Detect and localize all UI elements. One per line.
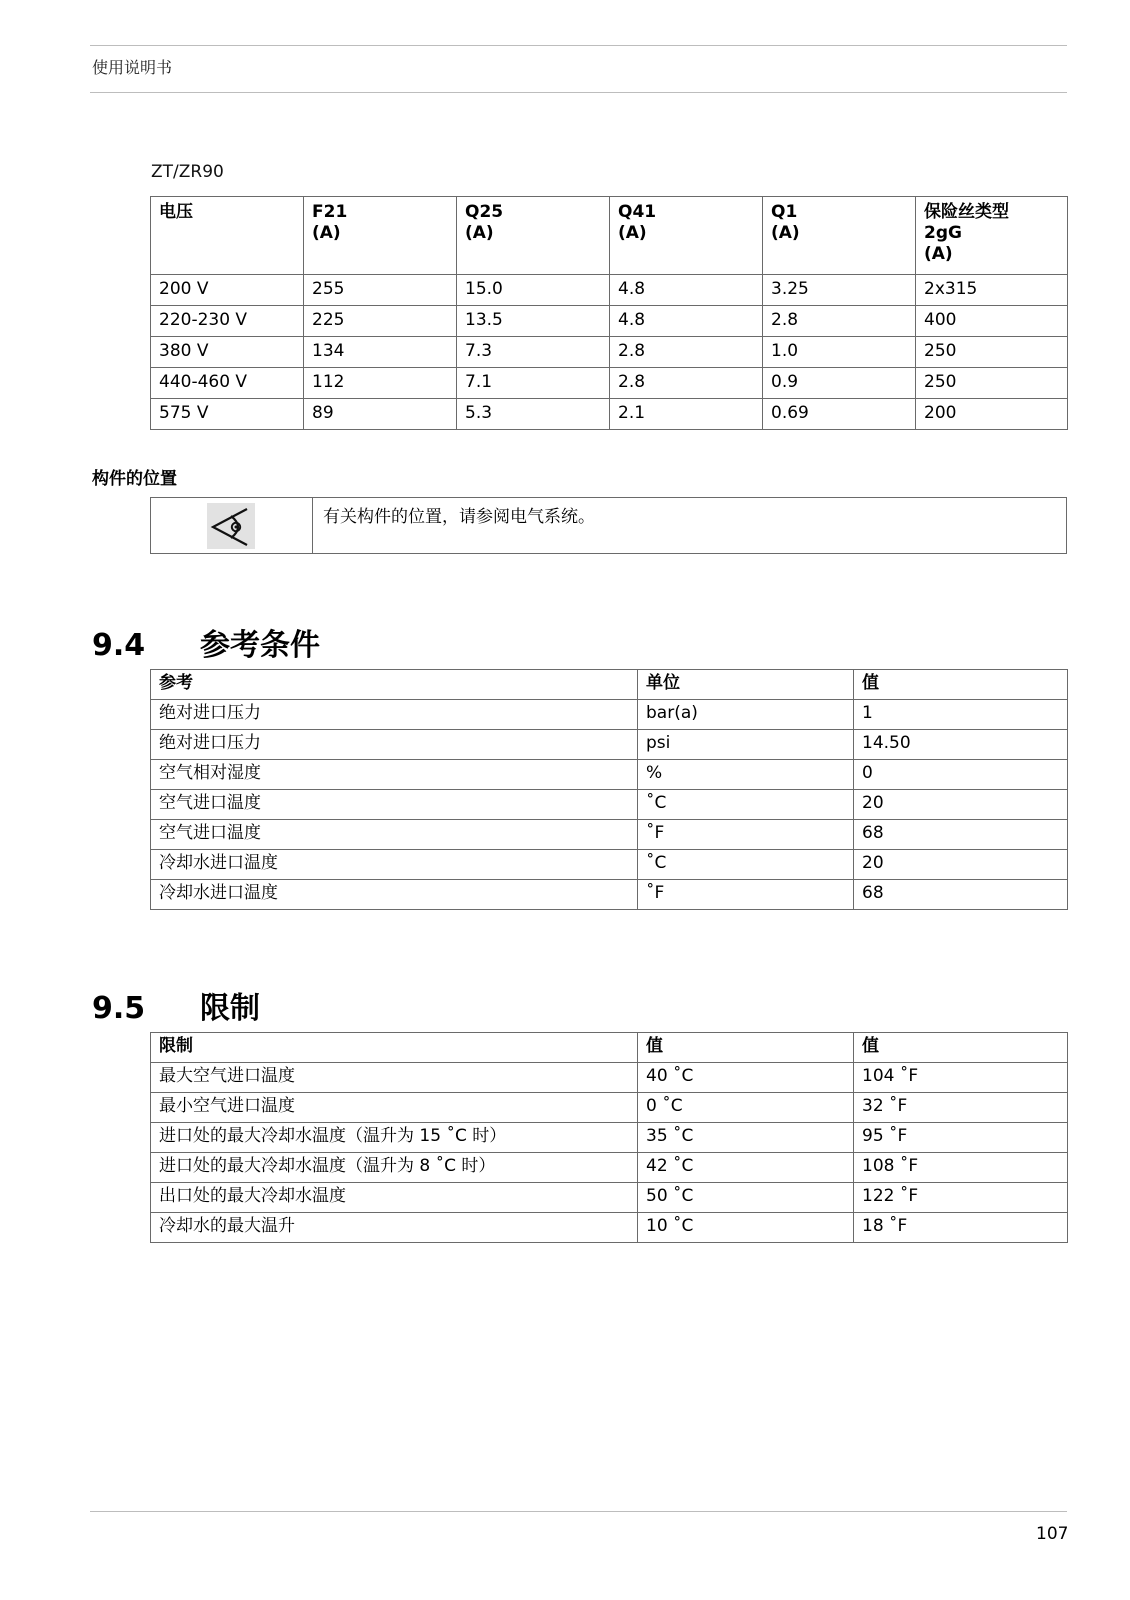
table-cell: 134 [304,337,457,368]
table-cell: 225 [304,306,457,337]
table-cell: 14.50 [854,730,1068,760]
table-row [151,275,1068,306]
table-cell: 220-230 V [151,306,304,337]
table-cell: 2.8 [610,337,763,368]
table-cell: 0.69 [763,399,916,430]
column-header-line: (A) [924,244,953,264]
table-cell: 20 [854,790,1068,820]
table-cell: 250 [916,337,1068,368]
eye-icon [207,503,255,549]
components-note-box [150,497,1067,554]
table-cell: 5.3 [457,399,610,430]
column-header: 单位 [638,670,854,700]
table-row [151,1123,1068,1153]
reference-conditions-table [150,669,1068,910]
table-cell: 380 V [151,337,304,368]
table-cell: 112 [304,368,457,399]
limits-table [150,1032,1068,1243]
table-cell: 2.8 [763,306,916,337]
table-cell: 40 ˚C [638,1063,854,1093]
table-cell: 7.3 [457,337,610,368]
table-cell: 250 [916,368,1068,399]
table-row [151,880,1068,910]
table-row [151,730,1068,760]
table-cell: 42 ˚C [638,1153,854,1183]
table-cell: 32 ˚F [854,1093,1068,1123]
column-header [457,197,610,275]
note-icon-cell [151,498,313,553]
column-header-line: (A) [771,223,800,243]
column-header [610,197,763,275]
components-note-text: 有关构件的位置，请参阅电气系统。 [323,507,595,527]
table-row [151,306,1068,337]
column-header-line: (A) [312,223,341,243]
table-cell: 20 [854,850,1068,880]
table-cell: 1.0 [763,337,916,368]
table-cell: 冷却水进口温度 [151,850,638,880]
table-cell: ˚F [638,820,854,850]
column-header: 限制 [151,1033,638,1063]
header-bottom-rule [90,92,1067,93]
table-cell: 35 ˚C [638,1123,854,1153]
table-cell: 13.5 [457,306,610,337]
table-row [151,1153,1068,1183]
column-header-line: 保险丝类型 [924,202,1009,222]
table-cell: 冷却水进口温度 [151,880,638,910]
table-cell: % [638,760,854,790]
table-cell: 最小空气进口温度 [151,1093,638,1123]
table-cell: bar(a) [638,700,854,730]
table-cell: 空气进口温度 [151,820,638,850]
header-top-rule [90,45,1067,46]
table-cell: 空气相对湿度 [151,760,638,790]
table-cell: 200 [916,399,1068,430]
column-header-line: Q25 [465,202,504,222]
table-cell: 4.8 [610,306,763,337]
section-title: 限制 [200,991,260,1026]
table-header-row [151,670,1068,700]
column-header-line: (A) [618,223,647,243]
table-cell: 575 V [151,399,304,430]
table-cell: 104 ˚F [854,1063,1068,1093]
column-header: 值 [638,1033,854,1063]
table-cell: 108 ˚F [854,1153,1068,1183]
table-cell: 15.0 [457,275,610,306]
section-9-4-heading [92,620,320,664]
table-cell: 最大空气进口温度 [151,1063,638,1093]
table-cell: 2.1 [610,399,763,430]
table-cell: ˚F [638,880,854,910]
table-row [151,820,1068,850]
components-heading: 构件的位置 [92,469,177,489]
column-header-line: 2gG [924,223,962,243]
table-cell: 400 [916,306,1068,337]
table-cell: 0.9 [763,368,916,399]
table-cell: 3.25 [763,275,916,306]
table-cell: 进口处的最大冷却水温度（温升为 8 ˚C 时） [151,1153,638,1183]
table-cell: 进口处的最大冷却水温度（温升为 15 ˚C 时） [151,1123,638,1153]
table-row [151,790,1068,820]
table-cell: 2.8 [610,368,763,399]
document-title: 使用说明书 [92,58,173,77]
table-cell: 绝对进口压力 [151,700,638,730]
table-cell: 1 [854,700,1068,730]
footer-rule [90,1511,1067,1512]
section-title: 参考条件 [200,628,320,663]
table-cell: 50 ˚C [638,1183,854,1213]
column-header [304,197,457,275]
column-header-line: F21 [312,202,348,222]
table-row [151,1093,1068,1123]
table-cell: 0 [854,760,1068,790]
table-cell: 出口处的最大冷却水温度 [151,1183,638,1213]
table-row [151,337,1068,368]
page-number: 107 [1036,1524,1069,1544]
column-header-line: (A) [465,223,494,243]
column-header: 值 [854,670,1068,700]
table-cell: 2x315 [916,275,1068,306]
model-label: ZT/ZR90 [151,162,224,182]
column-header [916,197,1068,275]
table-header-row [151,1033,1068,1063]
column-header-line: Q41 [618,202,657,222]
table-cell: 18 ˚F [854,1213,1068,1243]
table-cell: 440-460 V [151,368,304,399]
table-cell: 10 ˚C [638,1213,854,1243]
table-cell: psi [638,730,854,760]
section-number: 9.4 [92,628,146,663]
table-cell: 空气进口温度 [151,790,638,820]
table-cell: ˚C [638,850,854,880]
table-row [151,1063,1068,1093]
table-cell: 绝对进口压力 [151,730,638,760]
fuse-table [150,196,1068,430]
table-cell: ˚C [638,790,854,820]
column-header-line: Q1 [771,202,798,222]
table-row [151,368,1068,399]
column-header [151,197,304,275]
table-row [151,850,1068,880]
table-cell: 7.1 [457,368,610,399]
table-row [151,1183,1068,1213]
table-row [151,399,1068,430]
table-cell: 0 ˚C [638,1093,854,1123]
column-header: 值 [854,1033,1068,1063]
table-cell: 122 ˚F [854,1183,1068,1213]
table-cell: 4.8 [610,275,763,306]
table-cell: 89 [304,399,457,430]
table-cell: 95 ˚F [854,1123,1068,1153]
table-cell: 68 [854,820,1068,850]
table-header-row [151,197,1068,275]
section-9-5-heading [92,983,260,1027]
table-cell: 200 V [151,275,304,306]
table-row [151,700,1068,730]
table-cell: 冷却水的最大温升 [151,1213,638,1243]
section-number: 9.5 [92,991,146,1026]
table-cell: 68 [854,880,1068,910]
table-row [151,1213,1068,1243]
column-header: 参考 [151,670,638,700]
column-header-line: 电压 [159,202,193,222]
table-row [151,760,1068,790]
column-header [763,197,916,275]
table-cell: 255 [304,275,457,306]
